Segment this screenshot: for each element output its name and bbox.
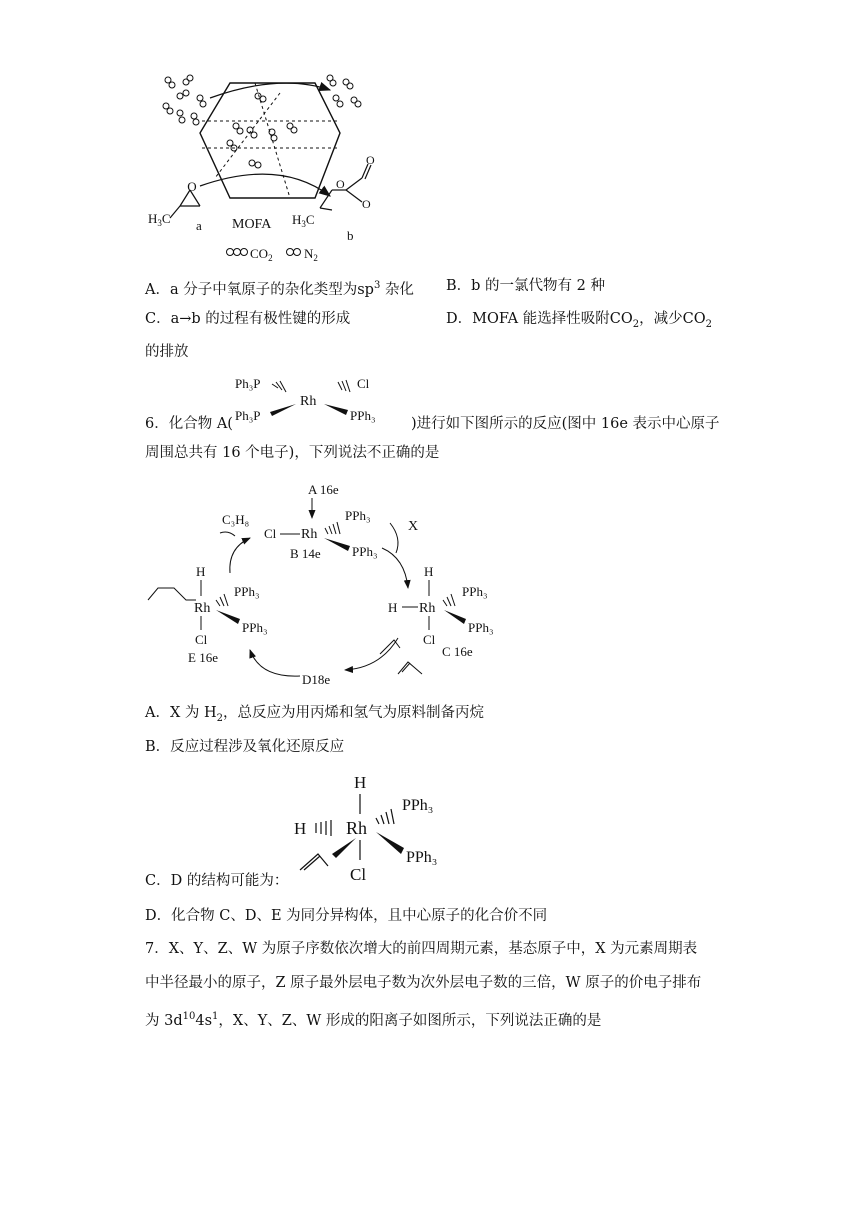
q5-option-c: C．a→b 的过程有极性键的形成 [145,311,351,327]
c-pph3-1: PPh₃ [462,584,488,599]
label-d-18e: D18e [302,672,331,687]
q7-line2: 中半径最小的原子，Z 原子最外层电子数为次外层电子数的三倍，W 原子的价电子排布 [145,975,702,991]
q6-option-c: C．D 的结构可能为： [145,873,289,889]
h3c-right-label: $H_3C$ [292,212,315,229]
a-cl: Cl [357,376,370,391]
legend-co2-label: $CO_2$ [250,246,273,263]
c-h-top: H [424,564,434,579]
b-rh: Rh [301,527,318,542]
d-h-left: H [294,819,307,838]
h3c-left-label: $H_3C$ [148,211,171,228]
a-ph3p-top: Ph₃P [235,376,261,391]
b-pph3-1: PPh₃ [345,508,371,523]
d-pph3-1: PPh₃ [402,797,434,814]
catalytic-cycle [140,478,520,690]
a-pph3-bottom: PPh₃ [350,408,376,423]
q6-stem-line1: 6．化合物 A( )进行如下图所示的反应(图中 16e 表示中心原子 [145,416,720,432]
c-rh: Rh [419,601,436,616]
d-cl: Cl [350,865,367,884]
d-h-top: H [354,773,367,792]
c-pph3-2: PPh₃ [468,620,494,635]
label-mofa: MOFA [232,217,272,232]
q6-stem-line2: 周围总共有 16 个电子)，下列说法不正确的是 [145,445,440,461]
c-cl: Cl [423,632,436,647]
carbonate-o-top: O [366,153,375,167]
q6-option-b: B．反应过程涉及氧化还原反应 [145,739,345,755]
c-h-left: H [388,600,398,615]
legend-co2-icon [227,249,248,256]
label-b: b [347,228,354,243]
b-cl: Cl [264,526,277,541]
q6-option-a: A．X 为 $H_2$，总反应为用丙烯和氢气为原料制备丙烷 [145,705,485,724]
label-x: X [408,519,419,534]
label-b-14e: B 14e [290,546,321,561]
q5-option-a: A．a 分子中氧原子的杂化类型为$sp^3$ 杂化 [145,280,414,298]
label-e-16e: E 16e [188,650,218,665]
q7-line1: 7．X、Y、Z、W 为原子序数依次增大的前四周期元素，基态原子中，X 为元素周期表 [145,941,698,957]
gas-molecules-left [163,75,206,125]
q5-option-b: B．b 的一氯代物有 2 种 [446,278,605,294]
label-c3h8: C₃H₈ [222,512,250,527]
e-cl: Cl [195,632,208,647]
legend-n2-icon [287,249,301,256]
a-rh: Rh [300,394,317,409]
e-h: H [196,564,206,579]
b-pph3-2: PPh₃ [352,544,378,559]
mofa-hexagon [200,83,340,198]
q5-option-d: D．MOFA 能选择性吸附$CO_2$，减少$CO_2$ [446,311,712,330]
lower-flow-arrow [200,174,330,196]
mofa-figure [140,68,560,268]
structure-d [290,770,460,888]
epoxide-o-label: O [187,179,197,194]
gas-molecules-inside [227,93,297,168]
e-rh: Rh [194,601,211,616]
d-rh: Rh [346,818,368,838]
molecule-a [170,190,200,218]
label-a-16e: A 16e [308,482,339,497]
q6-option-d: D．化合物 C、D、E 为同分异构体，且中心原子的化合价不同 [145,908,548,924]
label-a: a [196,218,202,233]
gas-molecules-right [327,75,361,107]
d-pph3-2: PPh₃ [406,849,438,866]
carbonate-o2: O [362,197,371,211]
carbonate-o1: O [336,177,345,191]
q5-option-d-cont: 的排放 [145,344,189,360]
e-pph3-1: PPh₃ [234,584,260,599]
label-c-16e: C 16e [442,644,473,659]
q7-line3: 为 $3d^{10}4s^1$，X、Y、Z、W 形成的阳离子如图所示，下列说法正确的是 [145,1011,602,1029]
legend-n2-label: $N_2$ [304,246,318,263]
e-pph3-2: PPh₃ [242,620,268,635]
a-ph3p-bottom: Ph₃P [235,408,261,423]
